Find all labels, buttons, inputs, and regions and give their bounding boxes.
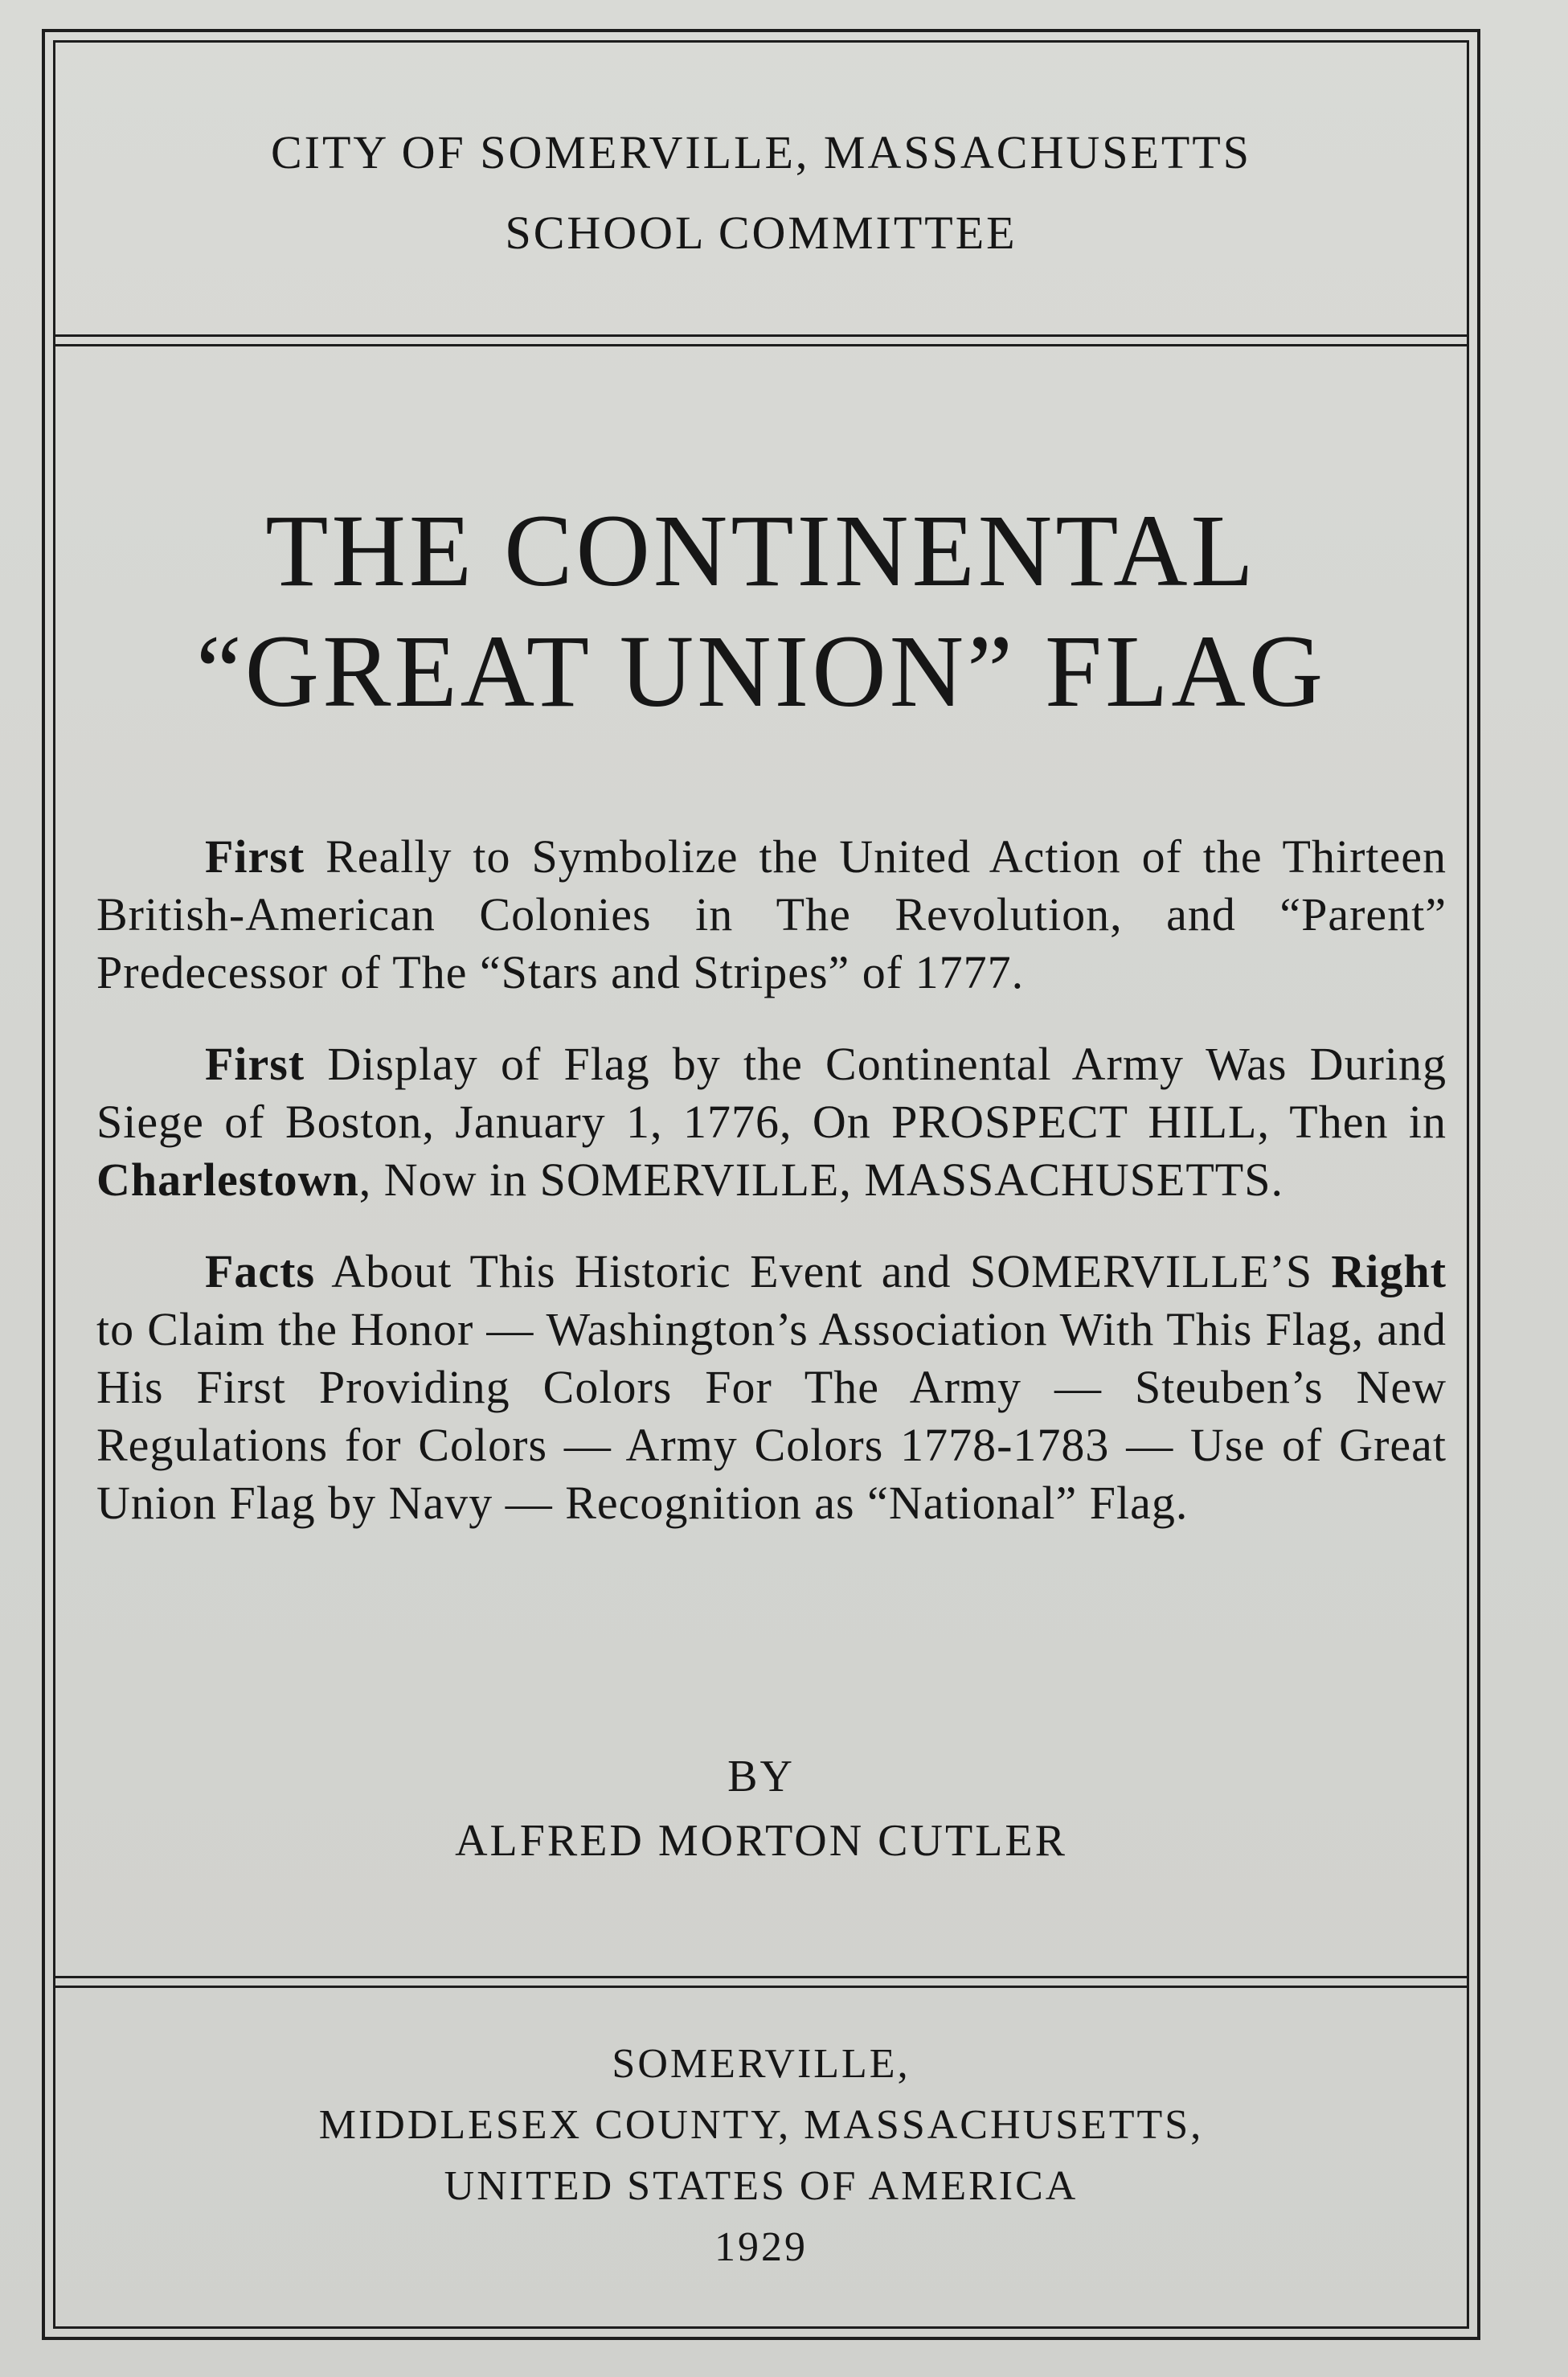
paragraph-2-lead: First [205,1038,305,1090]
paragraph-1 [96,828,1447,1002]
paragraph-2-text-a: Display of Flag by the Continental Army Was During Siege of Boston, January 1, 1776, On PROSPECT HILL, Then in [96,1038,1447,1148]
header-block [53,113,1469,273]
header-city: CITY OF SOMERVILLE, MASSACHUSETTS [270,126,1252,178]
byline-by: BY [727,1752,795,1801]
paragraph-2-bold: Charlestown [96,1154,359,1206]
paragraph-3-text-a: About This Historic Event and SOMERVILLE’S [315,1245,1332,1297]
byline-author: ALFRED MORTON CUTLER [455,1816,1067,1866]
book-title [53,490,1469,732]
imprint-country: UNITED STATES OF AMERICA [444,2163,1079,2209]
paragraph-3-bold: Right [1331,1245,1447,1297]
byline [53,1744,1469,1873]
imprint-divider-bottom [53,1986,1469,1988]
paragraph-1-lead: First [205,830,305,883]
paragraph-2-text-b: , Now in SOMERVILLE, MASSACHUSETTS. [358,1154,1283,1206]
paragraph-3-lead: Facts [205,1245,316,1297]
title-line-2: “GREAT UNION” FLAG [195,614,1327,728]
paragraph-2 [96,1035,1447,1209]
description [96,828,1447,1566]
imprint-year: 1929 [714,2224,808,2270]
header-committee: SCHOOL COMMITTEE [505,207,1017,259]
imprint-city: SOMERVILLE, [612,2041,911,2087]
header-divider-bottom [53,344,1469,346]
imprint-county: MIDDLESEX COUNTY, MASSACHUSETTS, [318,2102,1204,2148]
paragraph-1-text: Really to Symbolize the United Action of the Thirteen British-American Colonies in The Revolution, and “Parent” Predecessor of The “Stars and Stripes” of 1777. [96,830,1447,998]
paragraph-3 [96,1243,1447,1532]
imprint [53,2034,1469,2278]
paragraph-3-text-b: to Claim the Honor — Washington’s Association With This Flag, and His First Providing Colors For The Army — Steuben’s New Regulations for Colors — Army Colors 1778-1783 — Use of Great Union Flag by Navy — Recognition as “National” Flag. [96,1303,1447,1529]
title-line-1: THE CONTINENTAL [265,494,1257,608]
header-divider-top [53,334,1469,337]
imprint-divider-top [53,1976,1469,1978]
